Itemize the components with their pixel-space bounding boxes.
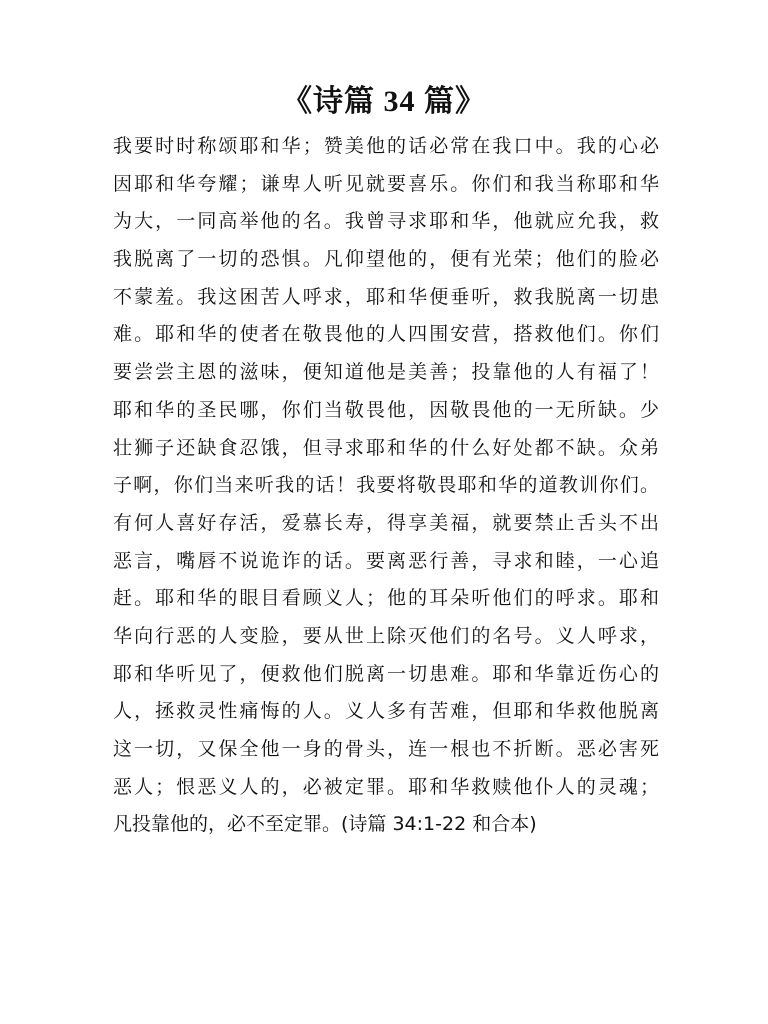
document-title: 《诗篇 34 篇》 [282, 85, 486, 118]
text-line: 恶言，嘴唇不说诡诈的话。要离恶行善，寻求和睦，一心追 [113, 549, 659, 572]
text-line: 壮狮子还缺食忍饿，但寻求耶和华的什么好处都不缺。众弟 [113, 436, 659, 459]
text-line: 耶和华的圣民哪，你们当敬畏他，因敬畏他的一无所缺。少 [113, 398, 659, 421]
text-line: 有何人喜好存活，爱慕长寿，得享美福，就要禁止舌头不出 [113, 511, 659, 534]
text-line: 为大，一同高举他的名。我曾寻求耶和华，他就应允我，救 [113, 210, 659, 233]
text-line: 赶。耶和华的眼目看顾义人；他的耳朵听他们的呼求。耶和 [113, 587, 659, 610]
text-line: 难。耶和华的使者在敬畏他的人四围安营，搭救他们。你们 [113, 323, 659, 346]
text-line: 因耶和华夸耀；谦卑人听见就要喜乐。你们和我当称耶和华 [113, 172, 659, 195]
text-line-last: 凡投靠他的，必不至定罪。(诗篇 34:1-22 和合本) [113, 813, 537, 836]
text-line: 华向行恶的人变脸，要从世上除灭他们的名号。义人呼求， [113, 624, 659, 647]
text-line: 人，拯救灵性痛悔的人。义人多有苦难，但耶和华救他脱离 [113, 700, 659, 723]
text-line: 耶和华听见了，便救他们脱离一切患难。耶和华靠近伤心的 [113, 662, 659, 685]
text-line: 这一切，又保全他一身的骨头，连一根也不折断。恶必害死 [113, 738, 659, 760]
text-line: 我脱离了一切的恐惧。凡仰望他的，便有光荣；他们的脸必 [113, 248, 659, 271]
text-line: 子啊，你们当来听我的话！我要将敬畏耶和华的道教训你们。 [113, 474, 659, 497]
text-line: 我要时时称颂耶和华；赞美他的话必常在我口中。我的心必 [113, 135, 659, 157]
psalm-text-body [113, 128, 659, 844]
text-line: 不蒙羞。我这困苦人呼求，耶和华便垂听，救我脱离一切患 [113, 285, 659, 308]
text-line: 要尝尝主恩的滋味，便知道他是美善；投靠他的人有福了！ [113, 361, 659, 384]
text-line: 恶人；恨恶义人的，必被定罪。耶和华救赎他仆人的灵魂； [113, 775, 659, 798]
